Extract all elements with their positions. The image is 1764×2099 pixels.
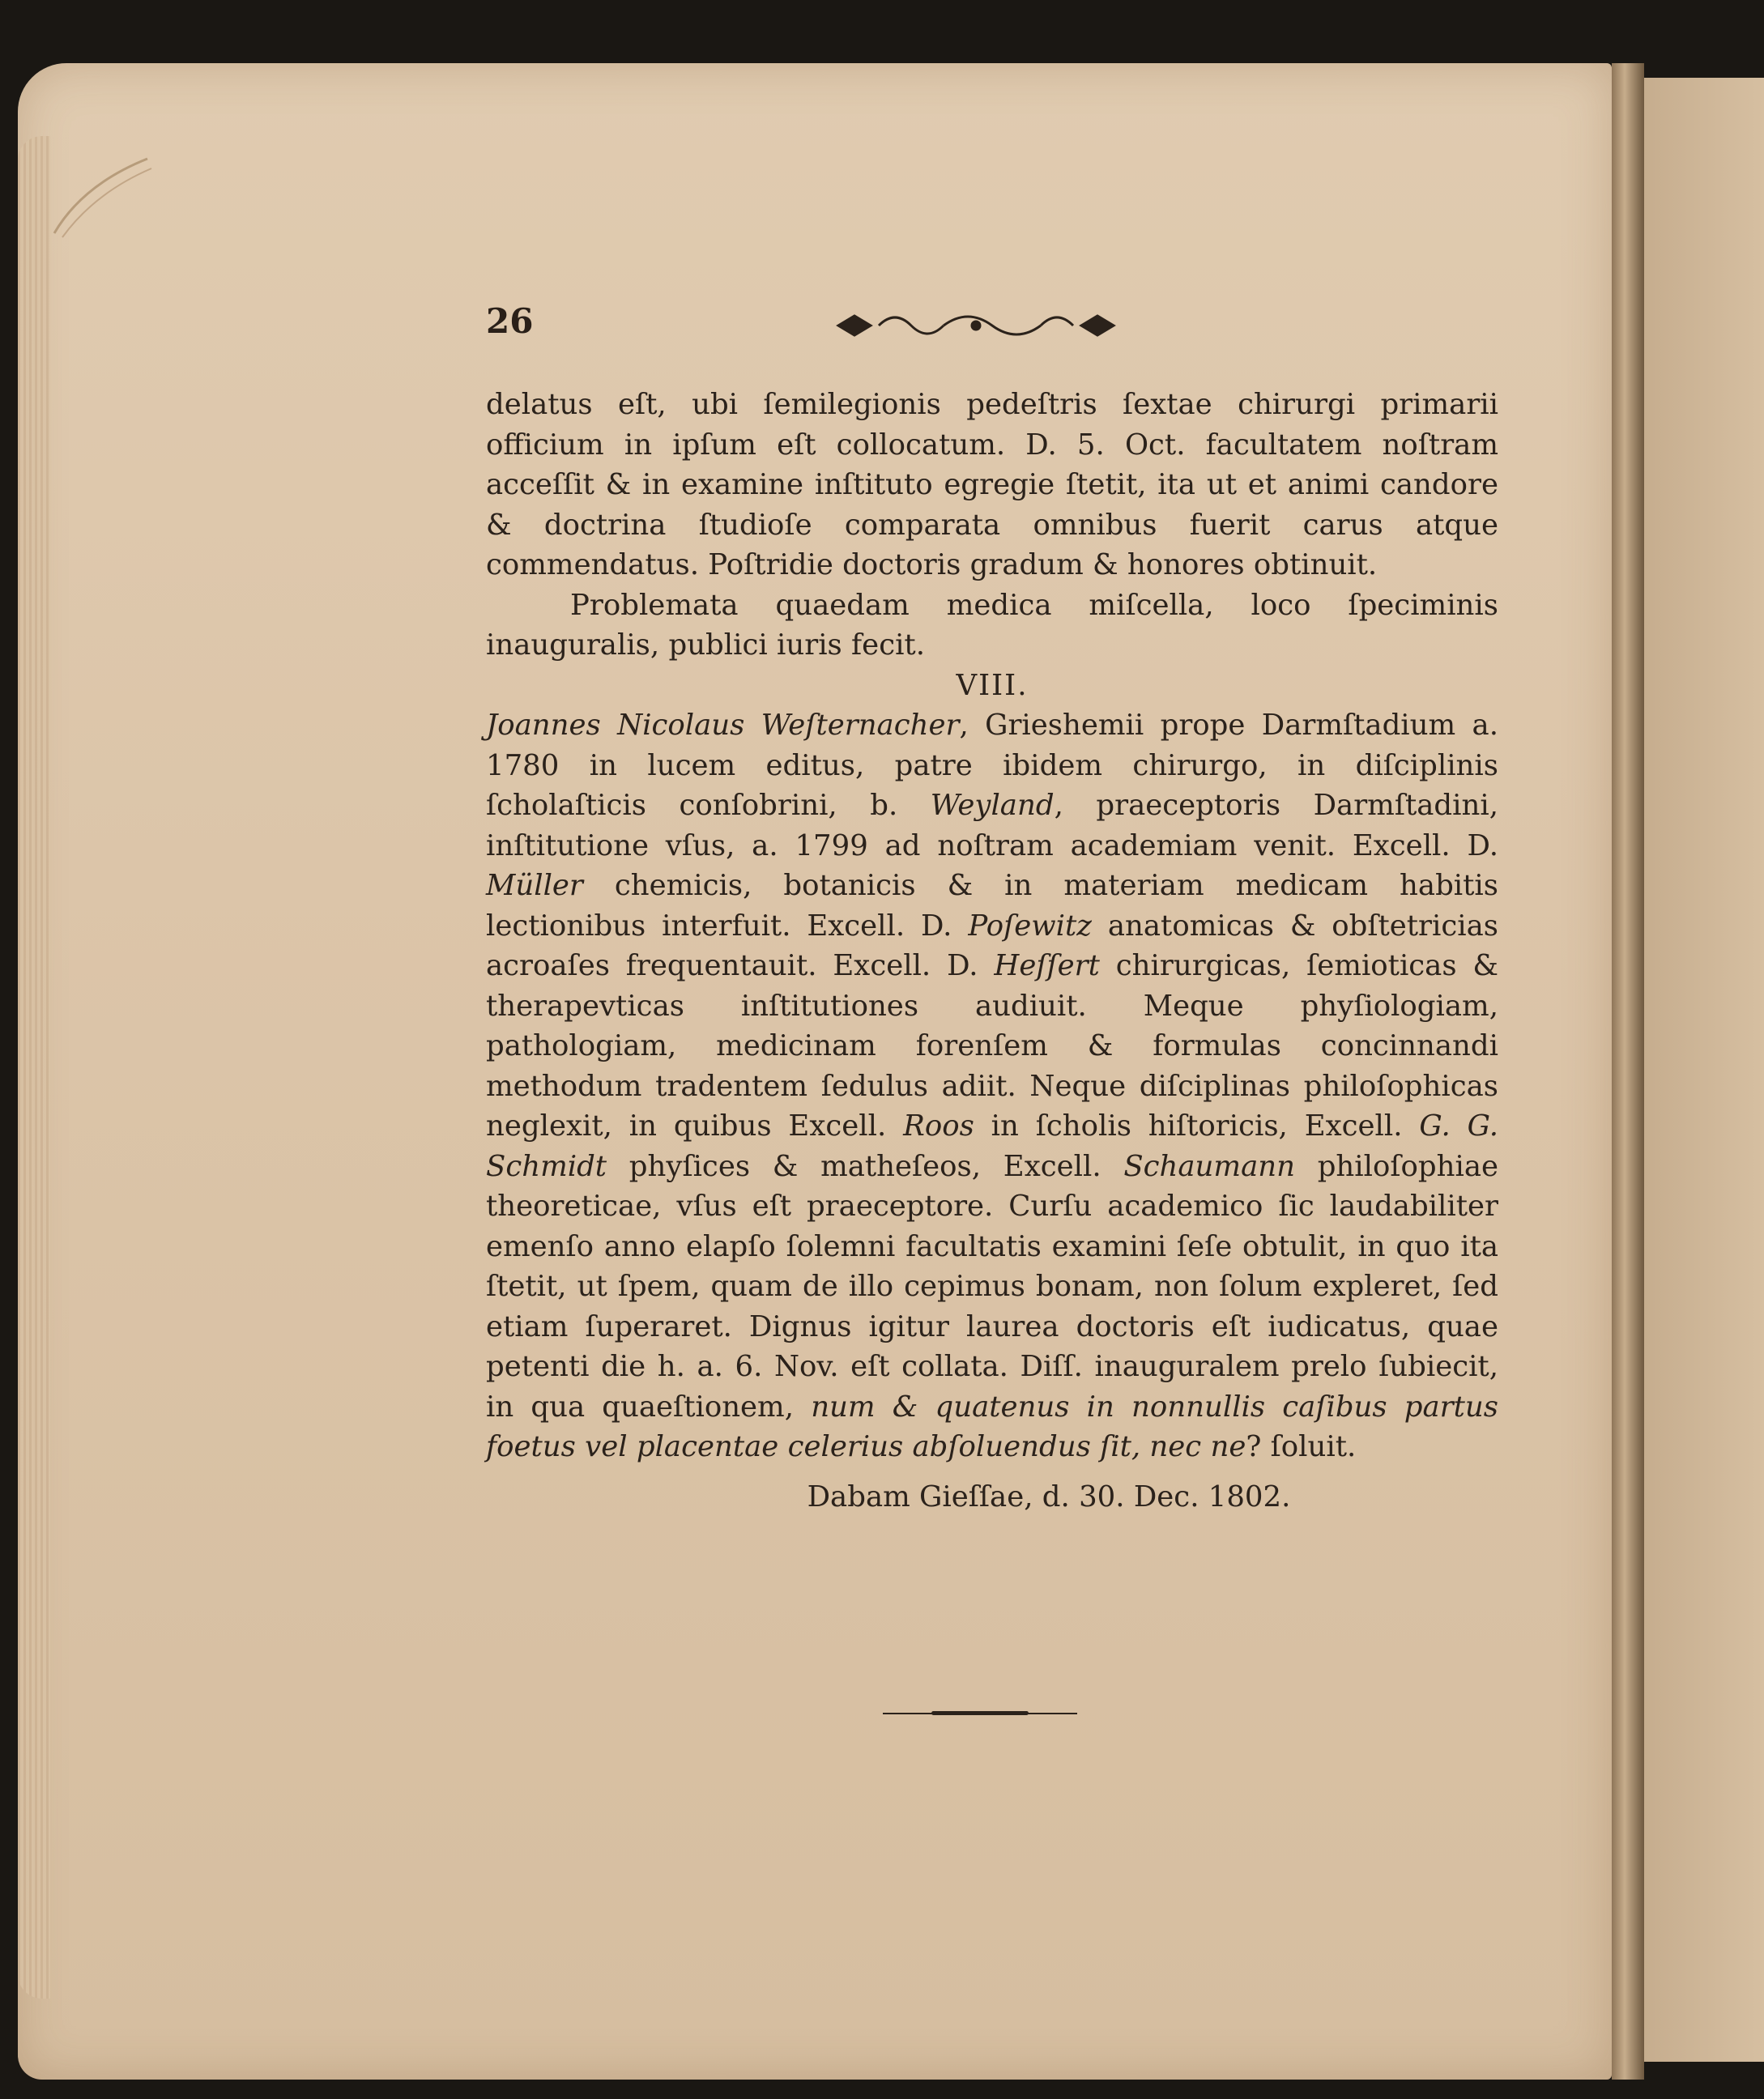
person-hessert: Heſſert	[994, 949, 1100, 982]
section-heading: VIII.	[956, 668, 1029, 702]
corner-wear	[50, 152, 156, 241]
header-ornament-icon	[830, 301, 1122, 350]
person-schmidt: G. G. Schmidt	[486, 1109, 1499, 1183]
person-roos: Roos	[903, 1109, 974, 1143]
page-edge	[18, 136, 50, 1999]
person-muller: Müller	[486, 869, 583, 902]
dissertation-question: num & quatenus in nonnullis caſibus partus foetus vel placentae celerius abſoluendus ſit, nec ne	[486, 1390, 1499, 1463]
person-weyland: Weyland	[930, 789, 1055, 822]
person-schaumann: Schaumann	[1123, 1149, 1295, 1183]
paragraph-biography: Joannes Nicolaus Weſternacher, Grieshemii prope Darmſtadium a. 1780 in lucem editus, patre ibidem chirurgo, in diſciplinis ſcholaſticis conſobrini, b. Weyland, praeceptoris Darmſtadini, inſtitutione vſus, a. 1799 ad noſtram academiam venit. Excell. D. Müller chemicis, botanicis & in materiam medicam habitis lectionibus interfuit. Excell. D. Poſewitz anatomicas & obſtetricias acroaſes frequentauit. Excell. D. Heſſert chirurgicas, ſemioticas & therapevticas inſtitutiones audiuit. Meque phyſiologiam, pathologiam, medicinam forenſem & formulas concinnandi methodum tradentem ſedulus adiit. Neque diſciplinas philoſophicas neglexit, in quibus Excell. Roos in ſcholis hiſtoricis, Excell. G. G. Schmidt phyſices & matheſeos, Excell. Schaumann philoſophiae theoreticae, vſus eſt praeceptore. Curſu academico ſic laudabiliter emenſo anno elapſo ſolemni facultatis examini ſeſe obtulit, in quo ita ſtetit, ut ſpem, quam de illo cepimus bonam, non ſolum expleret, ſed etiam ſuperaret. Dignus igitur laurea doctoris eſt iudicatus, quae petenti die h. a. 6. Nov. eſt collata. Diſſ. inauguralem prelo ſubiecit, in qua quaeſtionem, num & quatenus in nonnullis caſibus partus foetus vel placentae celerius abſoluendus ſit, nec ne? ſoluit.	[486, 709, 1499, 1463]
end-rule	[883, 1710, 1077, 1717]
person-posewitz: Poſewitz	[968, 909, 1093, 943]
paragraph-continuation: delatus eſt, ubi ſemilegionis pedeſtris ſextae chirurgi primarii officium in ipſum eſt collocatum. D. 5. Oct. facultatem noſtram acceſſit & in examine inſtituto egregie ſtetit, ita ut et animi candore & doctrina ſtudioſe comparata omnibus fuerit carus atque commendatus. Poſtridie doctoris gradum & honores obtinuit.	[486, 388, 1498, 581]
page-number: 26	[486, 301, 534, 341]
person-name: Joannes Nicolaus Weſternacher	[486, 709, 960, 742]
paragraph-problemata: Problemata quaedam medica miſcella, loco ſpeciminis inauguralis, publici iuris fecit.	[486, 588, 1498, 662]
book-spine	[1612, 63, 1644, 2080]
facing-page-edge	[1644, 78, 1764, 2062]
main-text	[486, 385, 1498, 1517]
closing-dateline: Dabam Gieſſae, d. 30. Dec. 1802.	[807, 1480, 1291, 1514]
page-header	[486, 301, 1498, 350]
